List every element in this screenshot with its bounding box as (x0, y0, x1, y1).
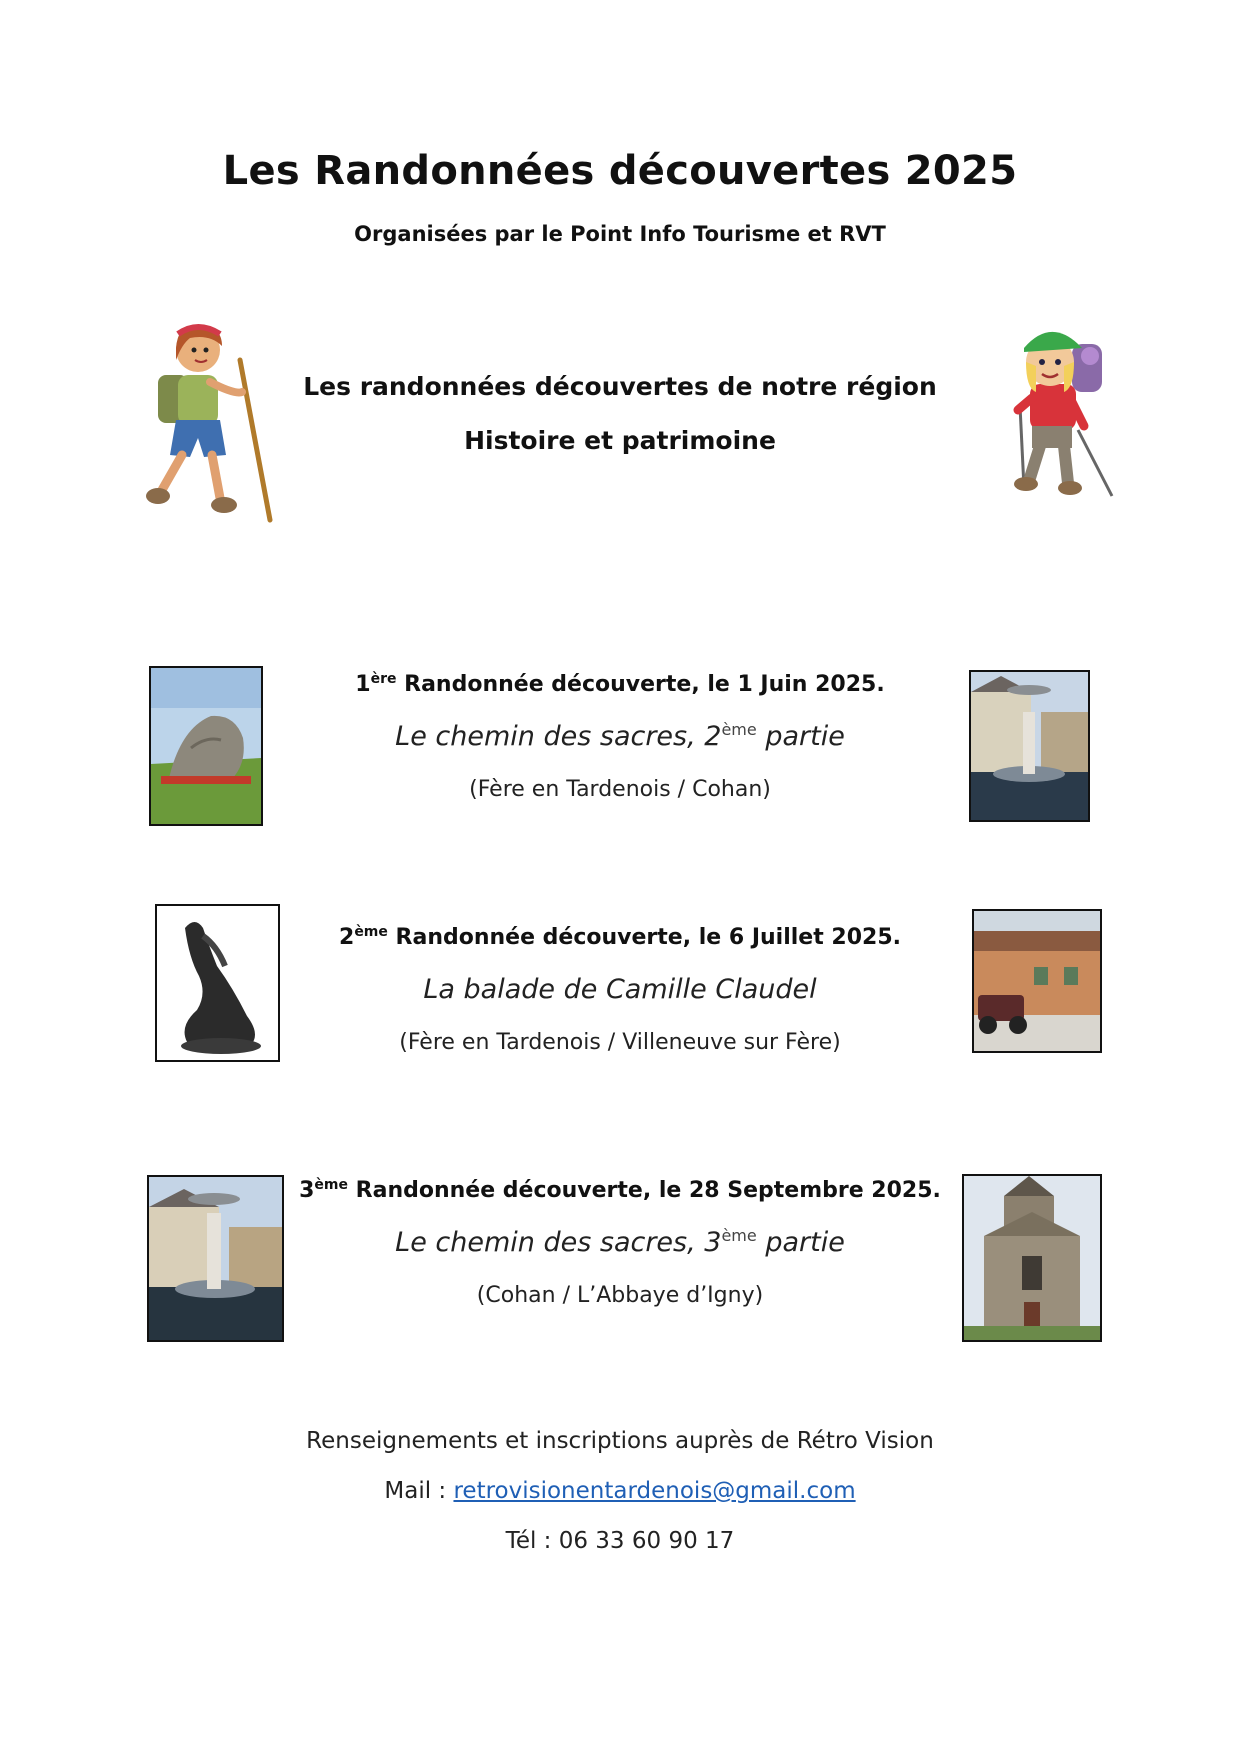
event-1-subtitle: Le chemin des sacres, 2ème partie (395, 720, 845, 752)
intro-line-region: Les randonnées découvertes de notre région (303, 372, 937, 401)
page-title: Les Randonnées découvertes 2025 (222, 148, 1018, 194)
intro-line-heritage: Histoire et patrimoine (464, 426, 776, 455)
hiker-kid-illustration (1000, 318, 1120, 503)
contact-mail-link[interactable]: retrovisionentardenois@gmail.com (453, 1478, 856, 1504)
event-2-subtitle: La balade de Camille Claudel (423, 974, 817, 1005)
photo-abbey-church (962, 1174, 1102, 1342)
photo-fountain-statue (969, 670, 1090, 822)
contact-info: Renseignements et inscriptions auprès de Rétro Vision (306, 1428, 934, 1454)
photo-rock-monument (149, 666, 263, 826)
page-subtitle: Organisées par le Point Info Tourisme et RVT (354, 222, 886, 246)
contact-mail-line (0, 1478, 1240, 1504)
event-3-subtitle: Le chemin des sacres, 3ème partie (395, 1226, 845, 1258)
photo-waltz-sculpture (155, 904, 280, 1062)
event-2-place: (Fère en Tardenois / Villeneuve sur Fère) (399, 1030, 841, 1055)
event-3-place: (Cohan / L’Abbaye d’Igny) (476, 1283, 764, 1308)
event-1-place: (Fère en Tardenois / Cohan) (469, 777, 771, 802)
hiker-girl-illustration (140, 320, 280, 530)
photo-house-vintage-car (972, 909, 1102, 1053)
event-3-heading: 3ème Randonnée découverte, le 28 Septembre 2025. (299, 1177, 941, 1203)
contact-phone: Tél : 06 33 60 90 17 (505, 1528, 735, 1554)
event-1-heading: 1ère Randonnée découverte, le 1 Juin 2025. (355, 671, 885, 697)
contact-mail-label: Mail : (384, 1478, 454, 1504)
event-2-heading: 2ème Randonnée découverte, le 6 Juillet 2025. (339, 924, 901, 950)
photo-fountain-village (147, 1175, 284, 1342)
